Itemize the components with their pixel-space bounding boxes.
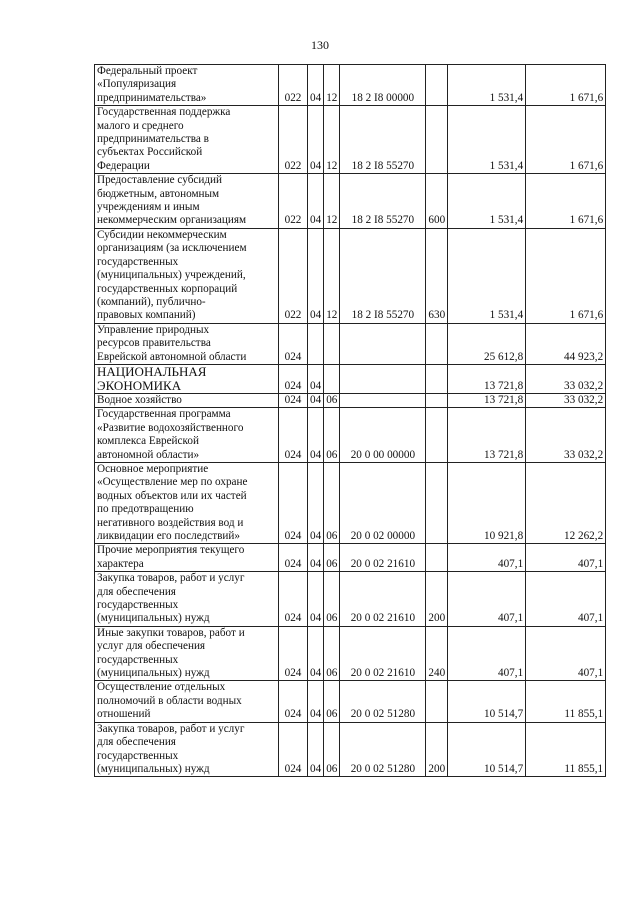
- item-name-line: учреждениям и иным: [97, 201, 200, 214]
- table-row: [95, 462, 606, 543]
- expense-type-cell: [426, 65, 448, 106]
- subsection-code-cell: 12: [324, 228, 340, 323]
- table-row: [95, 681, 606, 722]
- section-code-cell: 04: [308, 364, 324, 393]
- amount-year2-cell: 1 671,6: [526, 228, 606, 323]
- item-name-line: Водное хозяйство: [97, 393, 182, 406]
- item-name-cell: [95, 364, 279, 393]
- target-article-cell: [340, 323, 426, 364]
- expense-type-cell: [426, 681, 448, 722]
- item-name-line: комплекса Еврейской: [97, 435, 199, 448]
- subsection-code-cell: 06: [324, 408, 340, 463]
- amount-year2-cell: 11 855,1: [526, 681, 606, 722]
- amount-year1-cell: 407,1: [448, 626, 526, 681]
- item-name-line: Осуществление отдельных: [97, 681, 226, 694]
- ved-code-cell: 024: [279, 408, 308, 463]
- target-article-cell: 20 0 02 51280: [340, 722, 426, 777]
- amount-year2-cell: 44 923,2: [526, 323, 606, 364]
- table-row: [95, 544, 606, 572]
- target-article-cell: 18 2 I8 55270: [340, 174, 426, 229]
- item-name-line: Федеральный проект: [97, 65, 198, 77]
- ved-code-cell: 022: [279, 106, 308, 174]
- ved-code-cell: 024: [279, 626, 308, 681]
- item-name-line: малого и среднего: [97, 119, 184, 132]
- amount-year2-cell: 33 032,2: [526, 393, 606, 407]
- ved-code-cell: 024: [279, 681, 308, 722]
- table-row: [95, 65, 606, 106]
- target-article-cell: 20 0 00 00000: [340, 408, 426, 463]
- subsection-code-cell: 12: [324, 65, 340, 106]
- item-name-line: государственных: [97, 599, 179, 612]
- amount-year1-cell: 1 531,4: [448, 174, 526, 229]
- amount-year1-cell: 1 531,4: [448, 65, 526, 106]
- item-name-line: полномочий в области водных: [97, 694, 242, 707]
- target-article-cell: 20 0 02 00000: [340, 462, 426, 543]
- item-name-line: субъектах Российской: [97, 146, 203, 159]
- expense-type-cell: 200: [426, 572, 448, 627]
- ved-code-cell: 022: [279, 65, 308, 106]
- item-name-line: Основное мероприятие: [97, 462, 209, 475]
- item-name-line: (муниципальных) учреждений,: [97, 269, 246, 282]
- table-row: [95, 626, 606, 681]
- target-article-cell: 18 2 I8 55270: [340, 228, 426, 323]
- expense-type-cell: 240: [426, 626, 448, 681]
- section-code-cell: 04: [308, 544, 324, 572]
- item-name-line: негативного воздействия вод и: [97, 516, 244, 529]
- table-row: [95, 174, 606, 229]
- item-name-line: государственных: [97, 653, 179, 666]
- target-article-cell: 20 0 02 21610: [340, 626, 426, 681]
- item-name-line: бюджетным, автономным: [97, 187, 220, 200]
- item-name-line: государственных корпораций: [97, 282, 238, 295]
- section-code-cell: 04: [308, 393, 324, 407]
- ved-code-cell: 024: [279, 364, 308, 393]
- target-article-cell: 18 2 I8 55270: [340, 106, 426, 174]
- item-name-cell: [95, 408, 279, 463]
- subsection-code-cell: 06: [324, 626, 340, 681]
- amount-year1-cell: 13 721,8: [448, 393, 526, 407]
- item-name-line: Закупка товаров, работ и услуг: [97, 722, 245, 735]
- expense-type-cell: [426, 462, 448, 543]
- item-name-line: государственных: [97, 255, 179, 268]
- item-name-line: ресурсов правительства: [97, 337, 211, 350]
- amount-year2-cell: 407,1: [526, 572, 606, 627]
- item-name-line: (компаний), публично-: [97, 295, 206, 308]
- amount-year2-cell: 33 032,2: [526, 408, 606, 463]
- item-name-line: ЭКОНОМИКА: [97, 377, 182, 393]
- item-name-line: (муниципальных) нужд: [97, 762, 210, 775]
- section-code-cell: 04: [308, 65, 324, 106]
- item-name-line: предпринимательства»: [97, 91, 207, 104]
- section-code-cell: 04: [308, 626, 324, 681]
- amount-year2-cell: 33 032,2: [526, 364, 606, 393]
- item-name-line: Федерации: [97, 159, 150, 172]
- subsection-code-cell: [324, 323, 340, 364]
- page-number: 130: [311, 38, 329, 52]
- subsection-code-cell: 12: [324, 174, 340, 229]
- item-name-line: «Развитие водохозяйственного: [97, 421, 244, 434]
- subsection-code-cell: 06: [324, 544, 340, 572]
- item-name-line: Субсидии некоммерческим: [97, 228, 227, 241]
- item-name-cell: [95, 65, 279, 106]
- section-code-cell: 04: [308, 408, 324, 463]
- table-row: [95, 572, 606, 627]
- item-name-line: для обеспечения: [97, 736, 176, 749]
- item-name-line: НАЦИОНАЛЬНАЯ: [97, 364, 207, 379]
- item-name-line: Закупка товаров, работ и услуг: [97, 572, 245, 585]
- item-name-line: Управление природных: [97, 323, 210, 336]
- item-name-line: Прочие мероприятия текущего: [97, 544, 245, 557]
- item-name-cell: [95, 572, 279, 627]
- table-row: [95, 722, 606, 777]
- item-name-cell: [95, 393, 279, 407]
- target-article-cell: 18 2 I8 00000: [340, 65, 426, 106]
- item-name-line: организациям (за исключением: [97, 242, 247, 255]
- section-code-cell: [308, 323, 324, 364]
- amount-year1-cell: 407,1: [448, 572, 526, 627]
- table-row: [95, 106, 606, 174]
- item-name-line: ликвидации его последствий»: [97, 530, 240, 542]
- item-name-line: Иные закупки товаров, работ и: [97, 626, 245, 639]
- ved-code-cell: 024: [279, 544, 308, 572]
- ved-code-cell: 022: [279, 174, 308, 229]
- item-name-line: правовых компаний): [97, 309, 196, 322]
- item-name-line: Предоставление субсидий: [97, 174, 223, 187]
- item-name-cell: [95, 626, 279, 681]
- item-name-cell: [95, 544, 279, 572]
- item-name-line: «Осуществление мер по охране: [97, 476, 248, 489]
- item-name-cell: [95, 462, 279, 543]
- expense-type-cell: [426, 323, 448, 364]
- item-name-line: (муниципальных) нужд: [97, 667, 210, 680]
- expense-type-cell: [426, 544, 448, 572]
- ved-code-cell: 024: [279, 572, 308, 627]
- expense-type-cell: 600: [426, 174, 448, 229]
- subsection-code-cell: 12: [324, 106, 340, 174]
- table-row: [95, 408, 606, 463]
- section-code-cell: 04: [308, 228, 324, 323]
- section-code-cell: 04: [308, 106, 324, 174]
- item-name-line: отношений: [97, 708, 151, 721]
- section-code-cell: 04: [308, 462, 324, 543]
- item-name-line: Государственная поддержка: [97, 106, 231, 119]
- subsection-code-cell: 06: [324, 681, 340, 722]
- item-name-line: некоммерческим организациям: [97, 214, 247, 227]
- ved-code-cell: 022: [279, 228, 308, 323]
- amount-year1-cell: 10 514,7: [448, 722, 526, 777]
- amount-year1-cell: 1 531,4: [448, 228, 526, 323]
- amount-year2-cell: 11 855,1: [526, 722, 606, 777]
- subsection-code-cell: 06: [324, 393, 340, 407]
- table-row: [95, 364, 606, 393]
- subsection-code-cell: 06: [324, 722, 340, 777]
- item-name-line: водных объектов или их частей: [97, 489, 247, 502]
- item-name-line: характера: [97, 557, 144, 570]
- amount-year1-cell: 10 921,8: [448, 462, 526, 543]
- target-article-cell: [340, 364, 426, 393]
- ved-code-cell: 024: [279, 722, 308, 777]
- expense-type-cell: [426, 106, 448, 174]
- item-name-line: Еврейской автономной области: [97, 350, 247, 363]
- subsection-code-cell: 06: [324, 572, 340, 627]
- target-article-cell: [340, 393, 426, 407]
- expense-type-cell: [426, 393, 448, 407]
- amount-year2-cell: 407,1: [526, 544, 606, 572]
- section-code-cell: 04: [308, 681, 324, 722]
- item-name-line: «Популяризация: [97, 78, 177, 91]
- budget-table: [94, 64, 606, 777]
- amount-year1-cell: 13 721,8: [448, 408, 526, 463]
- expense-type-cell: 630: [426, 228, 448, 323]
- section-code-cell: 04: [308, 572, 324, 627]
- amount-year1-cell: 25 612,8: [448, 323, 526, 364]
- expense-type-cell: 200: [426, 722, 448, 777]
- item-name-line: по предотвращению: [97, 503, 194, 516]
- target-article-cell: 20 0 02 51280: [340, 681, 426, 722]
- item-name-cell: [95, 722, 279, 777]
- amount-year2-cell: 1 671,6: [526, 174, 606, 229]
- subsection-code-cell: [324, 364, 340, 393]
- item-name-cell: [95, 174, 279, 229]
- expense-type-cell: [426, 364, 448, 393]
- target-article-cell: 20 0 02 21610: [340, 572, 426, 627]
- item-name-line: для обеспечения: [97, 585, 176, 598]
- expense-type-cell: [426, 408, 448, 463]
- amount-year2-cell: 407,1: [526, 626, 606, 681]
- table-row: [95, 393, 606, 407]
- item-name-cell: [95, 228, 279, 323]
- amount-year2-cell: 1 671,6: [526, 106, 606, 174]
- item-name-line: Государственная программа: [97, 408, 231, 421]
- item-name-cell: [95, 323, 279, 364]
- amount-year1-cell: 10 514,7: [448, 681, 526, 722]
- subsection-code-cell: 06: [324, 462, 340, 543]
- amount-year1-cell: 407,1: [448, 544, 526, 572]
- item-name-line: государственных: [97, 749, 179, 762]
- item-name-line: автономной области»: [97, 448, 200, 461]
- target-article-cell: 20 0 02 21610: [340, 544, 426, 572]
- section-code-cell: 04: [308, 174, 324, 229]
- section-code-cell: 04: [308, 722, 324, 777]
- table-row: [95, 228, 606, 323]
- item-name-cell: [95, 681, 279, 722]
- item-name-cell: [95, 106, 279, 174]
- amount-year2-cell: 1 671,6: [526, 65, 606, 106]
- item-name-line: предпринимательства в: [97, 133, 209, 146]
- ved-code-cell: 024: [279, 462, 308, 543]
- amount-year1-cell: 1 531,4: [448, 106, 526, 174]
- table-row: [95, 323, 606, 364]
- amount-year1-cell: 13 721,8: [448, 364, 526, 393]
- item-name-line: услуг для обеспечения: [97, 640, 206, 653]
- item-name-line: (муниципальных) нужд: [97, 612, 210, 625]
- ved-code-cell: 024: [279, 393, 308, 407]
- amount-year2-cell: 12 262,2: [526, 462, 606, 543]
- ved-code-cell: 024: [279, 323, 308, 364]
